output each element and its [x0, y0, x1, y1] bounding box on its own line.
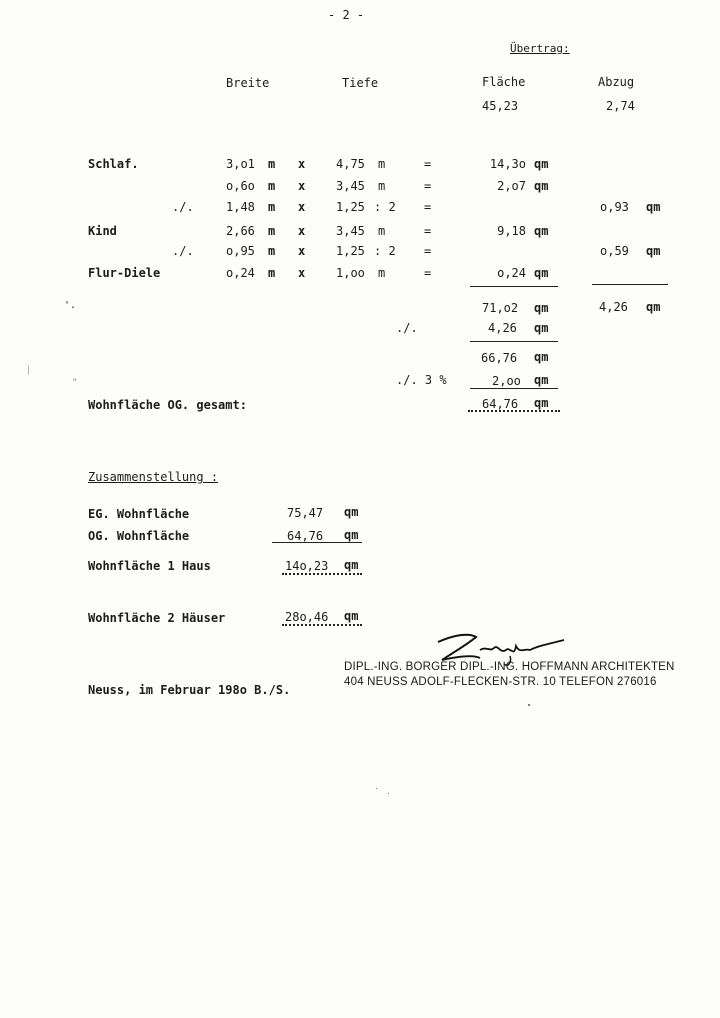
summary-value-og: 64,76: [287, 529, 324, 543]
row-1-fq: qm: [534, 179, 549, 193]
summary-unit-1haus: qm: [344, 558, 359, 572]
summary-title: Zusammenstellung :: [88, 470, 219, 484]
scan-speck: [528, 704, 530, 706]
row-4-abzug: o,59: [600, 244, 629, 258]
subtotal-line: [470, 341, 558, 342]
header-flaeche: Fläche: [482, 75, 526, 89]
row-2-eq: =: [424, 200, 432, 214]
row-3-breite: 2,66: [226, 224, 255, 238]
summary-value-2haeuser: 28o,46: [285, 610, 329, 624]
scan-speck: [376, 788, 377, 789]
row-3-tiefe: 3,45: [336, 224, 365, 238]
row-4-div: : 2: [374, 244, 396, 258]
row-3-x: x: [298, 224, 306, 238]
minus-op: ./.: [396, 321, 418, 335]
row-1-x: x: [298, 179, 306, 193]
row-2-breite: 1,48: [226, 200, 255, 214]
summary-value-eg: 75,47: [287, 506, 324, 520]
row-2-div: : 2: [374, 200, 396, 214]
header-tiefe: Tiefe: [342, 76, 379, 90]
sum-flaeche: 71,o2: [482, 301, 519, 315]
minus-value: 4,26: [488, 321, 517, 335]
scan-speck: [388, 793, 389, 794]
summary-value-1haus: 14o,23: [285, 559, 329, 573]
sum-line-flaeche: [470, 286, 558, 287]
row-0-breite: 3,o1: [226, 157, 255, 171]
header-abzug: Abzug: [598, 75, 635, 89]
row-0-label: Schlaf.: [88, 157, 139, 171]
total-value: 64,76: [482, 397, 519, 411]
summary-unit-og: qm: [344, 528, 359, 542]
row-4-tiefe: 1,25: [336, 244, 365, 258]
row-4-m1: m: [268, 244, 276, 258]
page-number: - 2 -: [328, 8, 365, 22]
row-3-m1: m: [268, 224, 276, 238]
row-1-flaeche: 2,o7: [497, 179, 526, 193]
row-0-m2: m: [378, 157, 386, 171]
sum-line-abzug: [592, 284, 668, 285]
row-2-abzug: o,93: [600, 200, 629, 214]
row-1-tiefe: 3,45: [336, 179, 365, 193]
row-3-fq: qm: [534, 224, 549, 238]
place-date: Neuss, im Februar 198o B./S.: [88, 683, 291, 697]
row-4-x: x: [298, 244, 306, 258]
row-0-flaeche: 14,3o: [489, 157, 526, 171]
row-1-m2: m: [378, 179, 386, 193]
row-5-fq: qm: [534, 266, 549, 280]
total-unit: qm: [534, 396, 549, 410]
firm-line-2: 404 NEUSS ADOLF-FLECKEN-STR. 10 TELEFON 276016: [344, 676, 657, 688]
summary-label-og: OG. Wohnfläche: [88, 529, 190, 543]
pct-value: 2,oo: [492, 374, 521, 388]
header-breite: Breite: [226, 76, 270, 90]
row-5-label: Flur-Diele: [88, 266, 161, 280]
summary-label-1haus: Wohnfläche 1 Haus: [88, 559, 211, 573]
sum-abzug: 4,26: [599, 300, 628, 314]
pct-line: [470, 388, 558, 389]
row-2-x: x: [298, 200, 306, 214]
row-2-aq: qm: [646, 200, 661, 214]
row-3-label: Kind: [88, 224, 117, 238]
summary-unit-2haeuser: qm: [344, 609, 359, 623]
sum-abzug-unit: qm: [646, 300, 661, 314]
summary-unit-eg: qm: [344, 505, 359, 519]
row-5-m1: m: [268, 266, 276, 280]
scan-speck: [28, 365, 29, 375]
pct-op: ./. 3 %: [396, 373, 447, 387]
row-4-eq: =: [424, 244, 432, 258]
total-double-underline: [468, 410, 560, 412]
row-5-x: x: [298, 266, 306, 280]
row-1-m1: m: [268, 179, 276, 193]
row-5-tiefe: 1,oo: [336, 266, 365, 280]
summary-label-2haeuser: Wohnfläche 2 Häuser: [88, 611, 226, 625]
carry-abzug: 2,74: [606, 99, 635, 113]
margin-mark: ": [72, 378, 78, 388]
row-0-fq: qm: [534, 157, 549, 171]
row-2-tiefe: 1,25: [336, 200, 365, 214]
firm-line-1: DIPL.-ING. BORGER DIPL.-ING. HOFFMANN ARCHITEKTEN: [344, 661, 675, 673]
row-4-op: ./.: [172, 244, 194, 258]
summary-2haeuser-underline: [282, 624, 362, 626]
summary-label-eg: EG. Wohnfläche: [88, 507, 190, 521]
summary-line: [272, 542, 362, 543]
pct-unit: qm: [534, 373, 549, 387]
row-5-flaeche: o,24: [497, 266, 526, 280]
minus-unit: qm: [534, 321, 549, 335]
row-1-breite: o,6o: [226, 179, 255, 193]
total-label: Wohnfläche OG. gesamt:: [88, 398, 247, 412]
row-4-aq: qm: [646, 244, 661, 258]
row-5-m2: m: [378, 266, 386, 280]
row-0-x: x: [298, 157, 306, 171]
row-3-eq: =: [424, 224, 432, 238]
row-4-breite: o,95: [226, 244, 255, 258]
row-2-m1: m: [268, 200, 276, 214]
row-5-breite: o,24: [226, 266, 255, 280]
row-0-eq: =: [424, 157, 432, 171]
row-1-eq: =: [424, 179, 432, 193]
subtotal-value: 66,76: [481, 351, 518, 365]
tick-mark: '.: [64, 300, 77, 311]
row-0-m1: m: [268, 157, 276, 171]
subtotal-unit: qm: [534, 350, 549, 364]
uebertrag-label: Übertrag:: [510, 42, 570, 55]
row-5-eq: =: [424, 266, 432, 280]
row-2-op: ./.: [172, 200, 194, 214]
row-3-m2: m: [378, 224, 386, 238]
carry-flaeche: 45,23: [482, 99, 519, 113]
row-3-flaeche: 9,18: [497, 224, 526, 238]
summary-1haus-underline: [282, 573, 362, 575]
row-0-tiefe: 4,75: [336, 157, 365, 171]
sum-flaeche-unit: qm: [534, 301, 549, 315]
